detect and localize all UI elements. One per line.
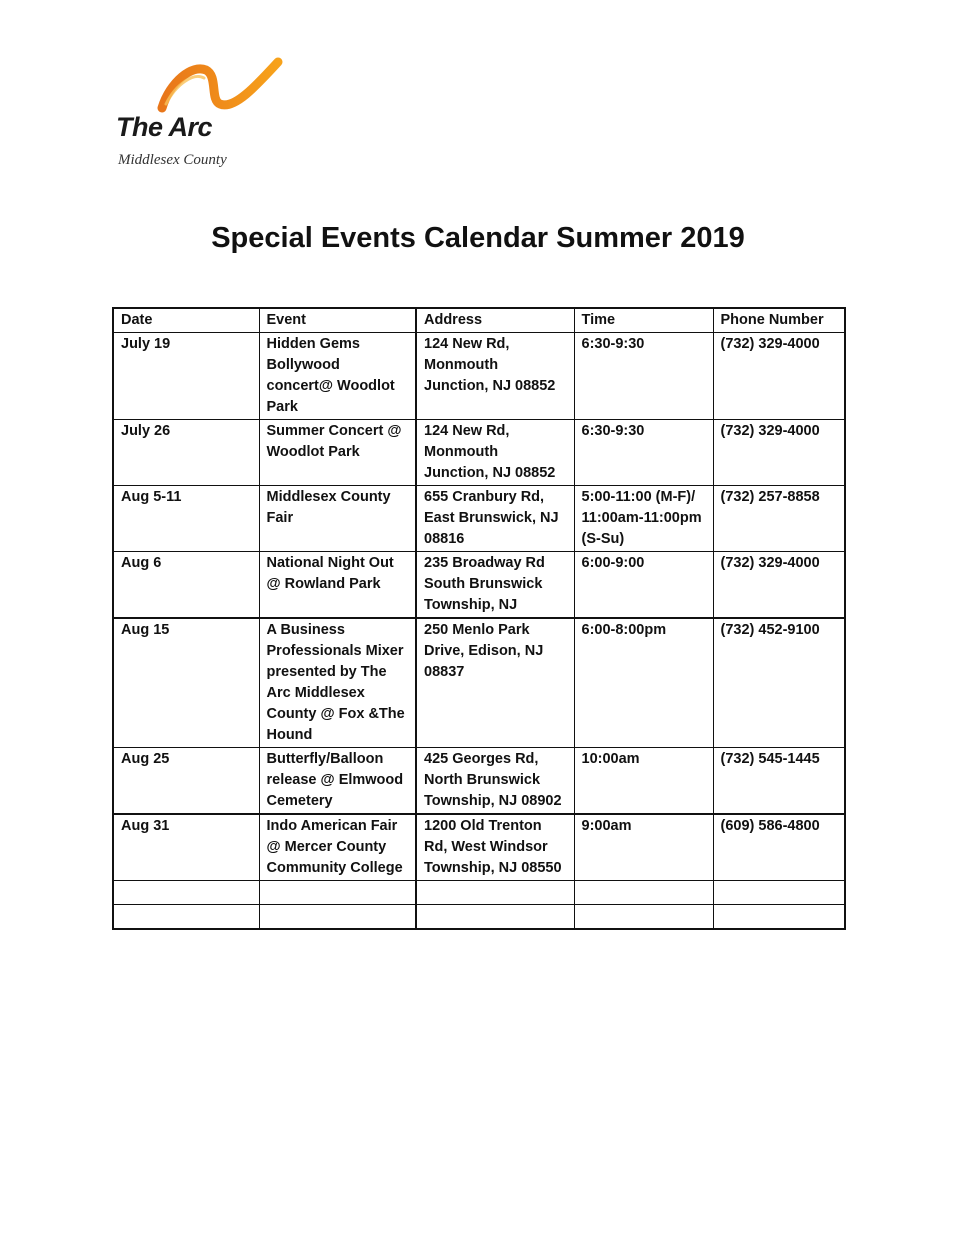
cell-phone xyxy=(713,905,845,930)
table-row xyxy=(113,814,845,881)
table-row-empty xyxy=(113,905,845,930)
logo-subtitle: Middlesex County xyxy=(118,152,227,168)
cell-date: July 19 xyxy=(113,333,259,420)
header-address: Address xyxy=(416,308,574,333)
table-row-empty xyxy=(113,881,845,905)
cell-address: 235 Broadway Rd South Brunswick Township, NJ xyxy=(416,552,574,619)
cell-date xyxy=(113,881,259,905)
cell-date: Aug 31 xyxy=(113,814,259,881)
cell-time: 6:00-9:00 xyxy=(574,552,713,619)
cell-event: Summer Concert @ Woodlot Park xyxy=(259,420,416,486)
cell-date: Aug 15 xyxy=(113,618,259,748)
cell-address: 124 New Rd, Monmouth Junction, NJ 08852 xyxy=(416,420,574,486)
cell-time: 6:30-9:30 xyxy=(574,333,713,420)
cell-date: Aug 5-11 xyxy=(113,486,259,552)
cell-event: Middlesex County Fair xyxy=(259,486,416,552)
cell-address xyxy=(416,881,574,905)
page-title: Special Events Calendar Summer 2019 xyxy=(211,222,745,254)
table-row xyxy=(113,552,845,619)
table-header-row xyxy=(113,308,845,333)
cell-event: Indo American Fair @ Mercer County Community College xyxy=(259,814,416,881)
cell-event: Butterfly/Balloon release @ Elmwood Cemetery xyxy=(259,748,416,815)
header-event: Event xyxy=(259,308,416,333)
cell-address: 124 New Rd, Monmouth Junction, NJ 08852 xyxy=(416,333,574,420)
cell-address xyxy=(416,905,574,930)
cell-event: National Night Out @ Rowland Park xyxy=(259,552,416,619)
cell-time: 6:30-9:30 xyxy=(574,420,713,486)
table-row xyxy=(113,618,845,748)
cell-time: 9:00am xyxy=(574,814,713,881)
header-phone: Phone Number xyxy=(713,308,845,333)
cell-phone: (732) 452-9100 xyxy=(713,618,845,748)
logo-name: The Arc xyxy=(116,112,213,142)
cell-date: July 26 xyxy=(113,420,259,486)
cell-event xyxy=(259,905,416,930)
cell-date xyxy=(113,905,259,930)
cell-phone xyxy=(713,881,845,905)
cell-time xyxy=(574,905,713,930)
cell-phone: (732) 329-4000 xyxy=(713,333,845,420)
table-row xyxy=(113,748,845,815)
cell-phone: (732) 545-1445 xyxy=(713,748,845,815)
cell-address: 250 Menlo Park Drive, Edison, NJ 08837 xyxy=(416,618,574,748)
cell-address: 1200 Old Trenton Rd, West Windsor Township, NJ 08550 xyxy=(416,814,574,881)
cell-address: 425 Georges Rd, North Brunswick Township, NJ 08902 xyxy=(416,748,574,815)
table-row xyxy=(113,420,845,486)
cell-time: 6:00-8:00pm xyxy=(574,618,713,748)
cell-date: Aug 25 xyxy=(113,748,259,815)
cell-event: Hidden Gems Bollywood concert@ Woodlot Park xyxy=(259,333,416,420)
table-row xyxy=(113,333,845,420)
cell-date: Aug 6 xyxy=(113,552,259,619)
cell-event: A Business Professionals Mixer presented by The Arc Middlesex County @ Fox &The Hound xyxy=(259,618,416,748)
cell-phone: (732) 329-4000 xyxy=(713,552,845,619)
cell-phone: (732) 257-8858 xyxy=(713,486,845,552)
cell-address: 655 Cranbury Rd, East Brunswick, NJ 08816 xyxy=(416,486,574,552)
the-arc-logo xyxy=(112,56,292,176)
table-row xyxy=(113,486,845,552)
cell-time: 5:00-11:00 (M-F)/ 11:00am-11:00pm (S-Su) xyxy=(574,486,713,552)
cell-event xyxy=(259,881,416,905)
cell-phone: (732) 329-4000 xyxy=(713,420,845,486)
cell-time xyxy=(574,881,713,905)
cell-phone: (609) 586-4800 xyxy=(713,814,845,881)
cell-time: 10:00am xyxy=(574,748,713,815)
header-date: Date xyxy=(113,308,259,333)
header-time: Time xyxy=(574,308,713,333)
events-table xyxy=(112,307,846,930)
